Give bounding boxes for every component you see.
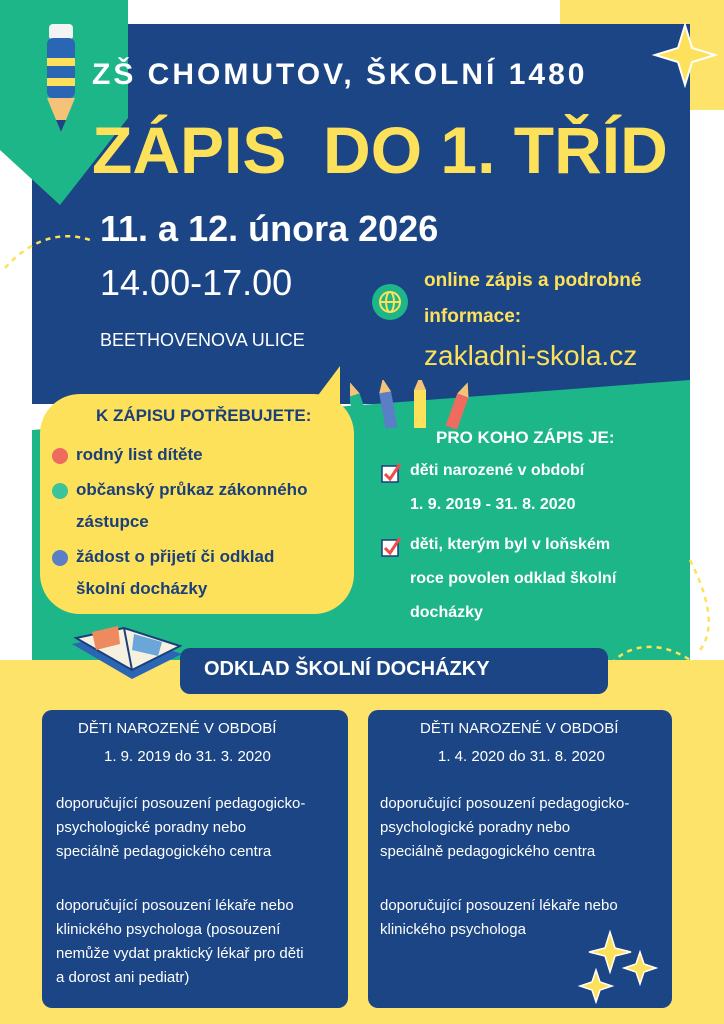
school-name: ZŠ CHOMUTOV, ŠKOLNÍ 1480	[92, 58, 588, 91]
text-line: nemůže vydat praktický lékař pro děti	[56, 945, 304, 962]
deferral-box-2-dates: 1. 4. 2020 do 31. 8. 2020	[438, 748, 605, 765]
star-icon	[650, 20, 720, 90]
deferral-box-1-paragraph-1	[56, 792, 305, 864]
text-line: klinického psychologa	[380, 921, 526, 938]
globe-icon	[372, 284, 408, 320]
text-line: doporučující posouzení lékaře nebo	[56, 897, 294, 914]
requirement-item-id-card: občanský průkaz zákonného	[76, 480, 308, 499]
deferral-heading: ODKLAD ŠKOLNÍ DOCHÁZKY	[204, 658, 490, 680]
requirement-item-application-cont: školní docházky	[76, 579, 208, 598]
bullet-green-dot	[52, 483, 68, 499]
online-info-line2: informace:	[424, 306, 522, 327]
requirement-item-id-card-cont: zástupce	[76, 512, 149, 531]
eligibility-item-2: děti, kterým byl v loňském	[410, 536, 611, 553]
text-line: a dorost ani pediatr)	[56, 969, 190, 986]
eligibility-item-2-line3: docházky	[410, 604, 483, 621]
enrollment-date: 11. a 12. února 2026	[100, 208, 439, 249]
text-line: doporučující posouzení pedagogicko-	[380, 795, 630, 812]
deferral-box-1-dates: 1. 9. 2019 do 31. 3. 2020	[104, 748, 271, 765]
requirements-heading: K ZÁPISU POTŘEBUJETE:	[96, 406, 312, 425]
page-title: ZÁPIS DO 1. TŘÍD	[92, 113, 668, 187]
text-line: doporučující posouzení pedagogicko-	[56, 795, 306, 812]
bullet-red-dot	[52, 448, 68, 464]
eligibility-item-1-dates: 1. 9. 2019 - 31. 8. 2020	[410, 496, 576, 513]
eligibility-item-2-line2: roce povolen odklad školní	[410, 570, 617, 587]
eligibility-item-1: děti narozené v období	[410, 462, 585, 479]
text-line: speciálně pedagogického centra	[56, 843, 272, 860]
book-icon	[62, 604, 192, 694]
deferral-box-2-paragraph-1	[380, 792, 629, 864]
pencil-mascot-icon	[34, 14, 88, 144]
location: BEETHOVENOVA ULICE	[100, 330, 305, 350]
eligibility-heading: PRO KOHO ZÁPIS JE:	[436, 428, 615, 447]
online-info-line1: online zápis a podrobné	[424, 270, 642, 291]
text-line: speciálně pedagogického centra	[380, 843, 596, 860]
text-line: doporučující posouzení lékaře nebo	[380, 897, 618, 914]
deferral-box-1-title: DĚTI NAROZENÉ V OBDOBÍ	[78, 720, 277, 737]
checkbox-icon	[380, 536, 402, 558]
deferral-box-2-title: DĚTI NAROZENÉ V OBDOBÍ	[420, 720, 619, 737]
requirement-item-birth-certificate: rodný list dítěte	[76, 445, 203, 464]
bullet-blue-dot	[52, 550, 68, 566]
website-link[interactable]: zakladni-skola.cz	[424, 340, 638, 371]
enrollment-time: 14.00-17.00	[100, 262, 293, 303]
requirement-item-application: žádost o přijetí či odklad	[76, 547, 275, 566]
deferral-box-1-paragraph-2	[56, 894, 304, 990]
text-line: psychologické poradny nebo	[380, 819, 571, 836]
sparkles-icon	[576, 930, 660, 1004]
checkbox-icon	[380, 462, 402, 484]
text-line: klinického psychologa (posouzení	[56, 921, 281, 938]
text-line: psychologické poradny nebo	[56, 819, 247, 836]
crayons-icon	[350, 380, 480, 430]
